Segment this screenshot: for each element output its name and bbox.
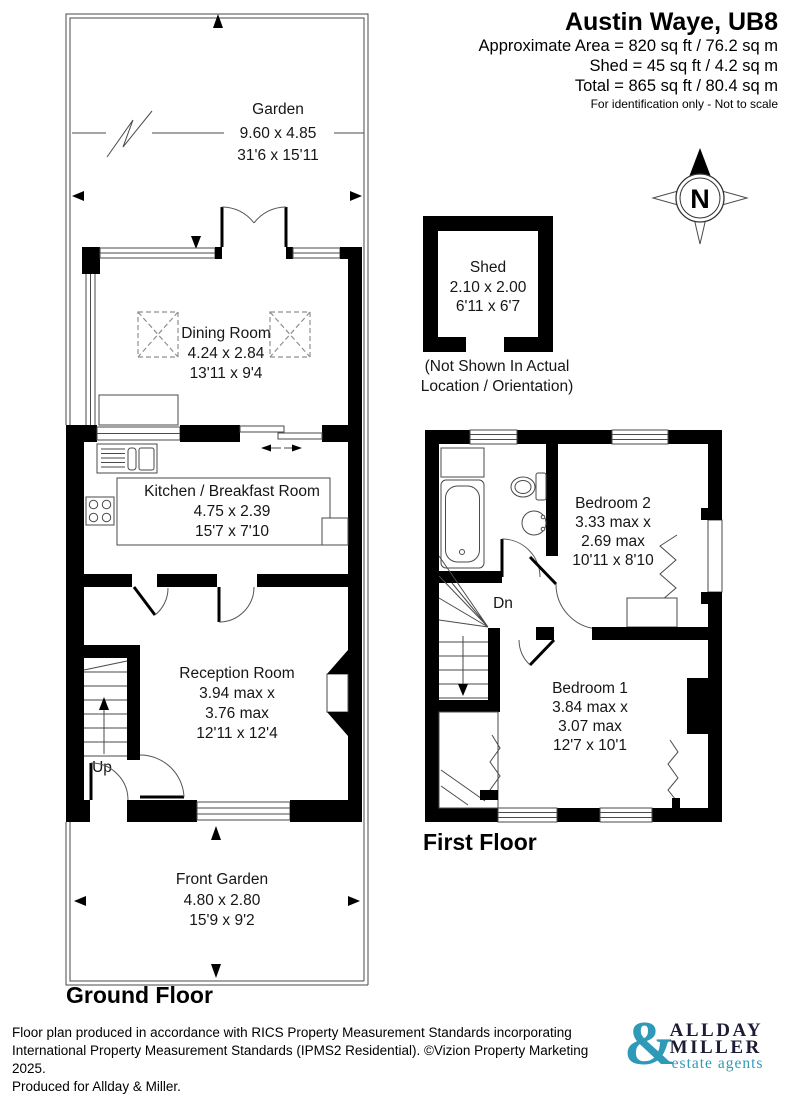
compass-icon (653, 148, 747, 244)
window (498, 808, 557, 822)
front-garden (74, 826, 360, 978)
wall-recess (708, 520, 722, 592)
chimney-breast (687, 678, 708, 734)
garden-metric: 9.60 x 4.85 (239, 125, 317, 142)
shed-label: Shed (469, 259, 507, 276)
first-floor-label: First Floor (423, 829, 537, 855)
area-line-1: Approximate Area = 820 sq ft / 76.2 sq m (478, 37, 778, 55)
shed (421, 216, 574, 395)
stairs-up-label: Up (92, 759, 112, 776)
agent-logo (624, 1010, 764, 1078)
dimension-arrow-down (211, 964, 221, 978)
kitchen-imperial: 15'7 x 7'10 (194, 523, 270, 540)
hob-icon (86, 497, 114, 525)
sliding-door (240, 426, 322, 452)
window (470, 430, 517, 444)
footer-line-3: Produced for Allday & Miller. (12, 1079, 181, 1094)
bedroom2-label: Bedroom 2 (575, 495, 651, 512)
window (612, 430, 668, 444)
area-line-3: Total = 865 sq ft / 80.4 sq m (574, 77, 778, 95)
dimension-arrow-left (74, 896, 86, 906)
kitchen (66, 425, 362, 574)
bedroom1-imperial: 12'7 x 10'1 (552, 737, 628, 754)
skylight (138, 312, 178, 357)
built-in-wardrobe (439, 712, 500, 808)
dimension-arrow-right (350, 191, 362, 201)
window (197, 802, 290, 820)
bedroom2-imperial: 10'11 x 8'10 (572, 552, 654, 569)
first-floor-plan (423, 430, 722, 855)
dining-room-label: Dining Room (181, 325, 271, 342)
french-doors (222, 207, 286, 247)
reception-metric-1: 3.94 max x (199, 685, 275, 702)
basin-icon (522, 511, 546, 535)
shed-note-1: (Not Shown In Actual (424, 358, 570, 375)
reception-label: Reception Room (179, 665, 295, 682)
bedroom1-label: Bedroom 1 (552, 680, 628, 697)
garden-label: Garden (252, 101, 304, 118)
kitchen-label: Kitchen / Breakfast Room (144, 483, 320, 500)
reception-imperial: 12'11 x 12'4 (196, 725, 278, 742)
wardrobe (627, 598, 677, 627)
kitchen-metric: 4.75 x 2.39 (193, 503, 271, 520)
bedroom2-metric-2: 2.69 max (581, 533, 645, 550)
footer-line-2: International Property Measurement Standards (IPMS2 Residential). ©Vizion Property Marketing 2025. (12, 1043, 589, 1076)
door (140, 755, 184, 797)
dining-room-imperial: 13'11 x 9'4 (189, 365, 263, 382)
shed-metric: 2.10 x 2.00 (449, 279, 527, 296)
recess (322, 518, 348, 545)
bedroom1-door (519, 640, 554, 665)
stairs-down-label: Dn (493, 595, 513, 612)
front-garden-metric: 4.80 x 2.80 (183, 892, 261, 909)
footer-disclaimer (12, 1024, 622, 1096)
bedroom1-metric-1: 3.84 max x (552, 699, 628, 716)
bathtub-icon (441, 480, 484, 568)
reception-metric-2: 3.76 max (205, 705, 269, 722)
shed-note-2: Location / Orientation) (420, 378, 574, 395)
reception-room (66, 574, 362, 822)
front-garden-imperial: 15'9 x 9'2 (189, 912, 255, 929)
sink-icon (97, 444, 157, 473)
footer-line-1: Floor plan produced in accordance with RICS Property Measurement Standards incorporating (12, 1025, 572, 1040)
skylight (270, 312, 310, 357)
logo-tagline: estate agents (671, 1055, 764, 1072)
toilet-icon (511, 473, 546, 500)
counter (99, 395, 178, 425)
chimney-breast (327, 650, 348, 736)
area-line-2: Shed = 45 sq ft / 4.2 sq m (589, 57, 778, 75)
property-title: Austin Waye, UB8 (564, 8, 778, 36)
dimension-arrow-up (211, 826, 221, 840)
wardrobe-doors (668, 740, 680, 808)
dimension-arrow-left (72, 191, 84, 201)
bathroom-door (502, 539, 540, 577)
compass-north-label: N (690, 184, 710, 214)
door (219, 587, 254, 622)
vanity (441, 448, 484, 477)
break-symbol (107, 111, 152, 157)
dining-room-metric: 4.24 x 2.84 (187, 345, 265, 362)
bedroom2-metric-1: 3.33 max x (575, 514, 651, 531)
garden-imperial: 31'6 x 15'11 (237, 147, 319, 164)
dimension-arrow-up (213, 14, 223, 28)
glazed-side-wall (86, 274, 95, 425)
back-garden (72, 14, 364, 249)
dining-room (82, 207, 362, 425)
wardrobe-doors (660, 535, 677, 600)
dimension-arrow-down (191, 236, 201, 249)
front-garden-label: Front Garden (175, 871, 269, 888)
logo-name-line-2: MILLER (669, 1037, 762, 1058)
logo-ampersand-icon: & (624, 1010, 676, 1078)
logo-name-line-1: ALLDAY (669, 1020, 764, 1041)
window (600, 808, 652, 822)
ground-floor-label: Ground Floor (66, 982, 213, 1008)
shed-imperial: 6'11 x 6'7 (455, 298, 521, 315)
shed-door-opening (466, 336, 504, 353)
disclaimer-text: For identification only - Not to scale (590, 97, 778, 111)
door (134, 587, 168, 615)
dimension-arrow-right (348, 896, 360, 906)
bedroom-1 (439, 640, 708, 808)
bathroom (439, 444, 558, 583)
bedroom1-metric-2: 3.07 max (558, 718, 622, 735)
bedroom-2 (530, 495, 722, 629)
